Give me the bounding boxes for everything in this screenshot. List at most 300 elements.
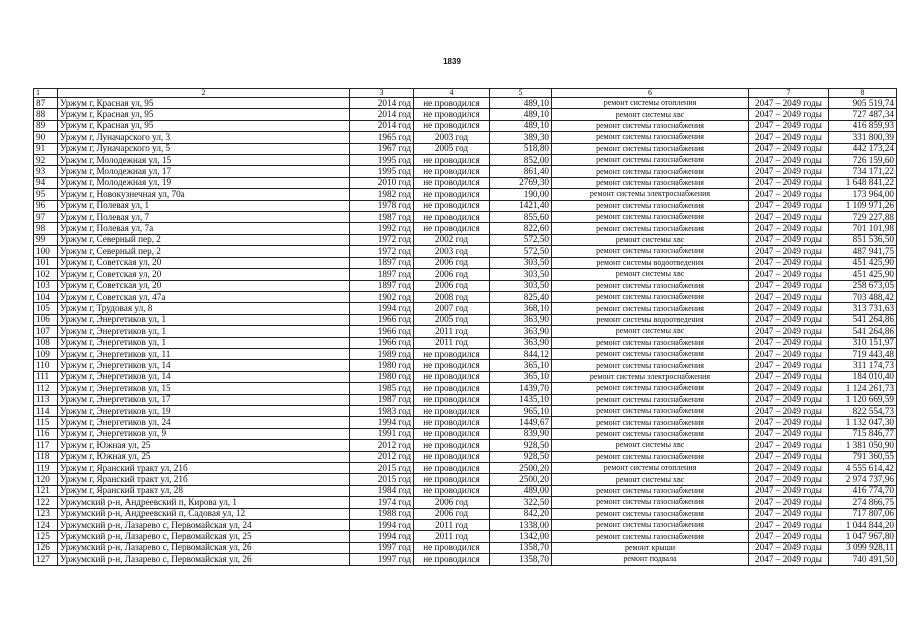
- table-row: [34, 257, 897, 268]
- row-number-cell: 122: [34, 497, 58, 508]
- address-cell: Уржум г, Яранский тракт ул, 21б: [58, 463, 350, 474]
- row-number-cell: 116: [34, 428, 58, 439]
- row-number-cell: 94: [34, 177, 58, 188]
- address-cell: Уржум г, Энергетиков ул, 24: [58, 417, 350, 428]
- area-cell: 322,50: [490, 497, 552, 508]
- address-cell: Уржум г, Советская ул, 47а: [58, 291, 350, 302]
- repair-cost-cell: 905 519,74: [829, 98, 897, 109]
- repair-period-cell: 2047 – 2049 годы: [749, 520, 829, 531]
- row-number-cell: 126: [34, 542, 58, 553]
- area-cell: 303,50: [490, 257, 552, 268]
- row-number-cell: 115: [34, 417, 58, 428]
- build-year-cell: 1966 год: [350, 314, 414, 325]
- last-repair-year-cell: 2002 год: [414, 234, 490, 245]
- repair-cost-cell: 184 010,40: [829, 371, 897, 382]
- row-number-cell: 112: [34, 383, 58, 394]
- last-repair-year-cell: не проводился: [414, 166, 490, 177]
- address-cell: Уржум г, Молодежная ул, 15: [58, 155, 350, 166]
- address-cell: Уржум г, Северный пер, 2: [58, 246, 350, 257]
- area-cell: 365,10: [490, 360, 552, 371]
- build-year-cell: 1983 год: [350, 405, 414, 416]
- address-cell: Уржум г, Полевая ул, 7: [58, 212, 350, 223]
- area-cell: 852,00: [490, 155, 552, 166]
- area-cell: 855,60: [490, 212, 552, 223]
- area-cell: 2769,30: [490, 177, 552, 188]
- repair-cost-cell: 1 109 971,26: [829, 200, 897, 211]
- repair-type-cell: ремонт системы хвс: [552, 440, 749, 451]
- repair-cost-cell: 4 555 614,42: [829, 463, 897, 474]
- address-cell: Уржумский р-н, Андреевский п, Кирова ул, 1: [58, 497, 350, 508]
- repair-type-cell: ремонт системы газоснабжения: [552, 246, 749, 257]
- area-cell: 822,60: [490, 223, 552, 234]
- last-repair-year-cell: 2003 год: [414, 246, 490, 257]
- area-cell: 389,30: [490, 132, 552, 143]
- last-repair-year-cell: 2011 год: [414, 326, 490, 337]
- repair-type-cell: ремонт системы газоснабжения: [552, 394, 749, 405]
- last-repair-year-cell: не проводился: [414, 348, 490, 359]
- table-row: [34, 143, 897, 154]
- repair-cost-cell: 451 425,90: [829, 257, 897, 268]
- row-number-cell: 105: [34, 303, 58, 314]
- repair-type-cell: ремонт системы водоотведения: [552, 257, 749, 268]
- row-number-cell: 111: [34, 371, 58, 382]
- last-repair-year-cell: не проводился: [414, 463, 490, 474]
- row-number-cell: 92: [34, 155, 58, 166]
- build-year-cell: 2014 год: [350, 98, 414, 109]
- build-year-cell: 2014 год: [350, 120, 414, 131]
- repair-period-cell: 2047 – 2049 годы: [749, 257, 829, 268]
- column-header: 3: [350, 89, 414, 98]
- last-repair-year-cell: 2007 год: [414, 303, 490, 314]
- address-cell: Уржум г, Луначарского ул, 3: [58, 132, 350, 143]
- row-number-cell: 124: [34, 520, 58, 531]
- last-repair-year-cell: не проводился: [414, 212, 490, 223]
- table-row: [34, 109, 897, 120]
- area-cell: 368,10: [490, 303, 552, 314]
- repair-type-cell: ремонт системы газоснабжения: [552, 132, 749, 143]
- repair-period-cell: 2047 – 2049 годы: [749, 166, 829, 177]
- last-repair-year-cell: 2006 год: [414, 269, 490, 280]
- column-header: 6: [552, 89, 749, 98]
- repair-period-cell: 2047 – 2049 годы: [749, 314, 829, 325]
- last-repair-year-cell: 2006 год: [414, 257, 490, 268]
- row-number-cell: 109: [34, 348, 58, 359]
- address-cell: Уржум г, Луначарского ул, 5: [58, 143, 350, 154]
- repair-cost-cell: 487 941,75: [829, 246, 897, 257]
- address-cell: Уржумский р-н, Андреевский п, Садовая ул, 12: [58, 508, 350, 519]
- repair-type-cell: ремонт системы хвс: [552, 269, 749, 280]
- row-number-cell: 117: [34, 440, 58, 451]
- row-number-cell: 108: [34, 337, 58, 348]
- repair-period-cell: 2047 – 2049 годы: [749, 177, 829, 188]
- repair-type-cell: ремонт системы газоснабжения: [552, 155, 749, 166]
- last-repair-year-cell: не проводился: [414, 371, 490, 382]
- area-cell: 1435,10: [490, 394, 552, 405]
- build-year-cell: 2010 год: [350, 177, 414, 188]
- table-row: [34, 428, 897, 439]
- row-number-cell: 119: [34, 463, 58, 474]
- repair-cost-cell: 791 360,55: [829, 451, 897, 462]
- repair-type-cell: ремонт системы хвс: [552, 109, 749, 120]
- last-repair-year-cell: не проводился: [414, 155, 490, 166]
- page-number: 1839: [443, 57, 461, 66]
- build-year-cell: 1972 год: [350, 246, 414, 257]
- build-year-cell: 1989 год: [350, 348, 414, 359]
- address-cell: Уржум г, Энергетиков ул, 1: [58, 326, 350, 337]
- last-repair-year-cell: 2011 год: [414, 520, 490, 531]
- area-cell: 2500,20: [490, 463, 552, 474]
- table-row: [34, 269, 897, 280]
- build-year-cell: 1997 год: [350, 554, 414, 565]
- area-cell: 363,90: [490, 314, 552, 325]
- area-cell: 1439,70: [490, 383, 552, 394]
- repair-type-cell: ремонт системы хвс: [552, 234, 749, 245]
- repair-cost-cell: 541 264,86: [829, 314, 897, 325]
- row-number-cell: 123: [34, 508, 58, 519]
- table-row: [34, 246, 897, 257]
- repair-period-cell: 2047 – 2049 годы: [749, 348, 829, 359]
- repair-period-cell: 2047 – 2049 годы: [749, 531, 829, 542]
- address-cell: Уржум г, Красная ул, 95: [58, 120, 350, 131]
- last-repair-year-cell: 2005 год: [414, 143, 490, 154]
- address-cell: Уржум г, Энергетиков ул, 1: [58, 314, 350, 325]
- repair-cost-cell: 442 173,24: [829, 143, 897, 154]
- repair-type-cell: ремонт системы отопления: [552, 98, 749, 109]
- column-header: 4: [414, 89, 490, 98]
- repair-cost-cell: 822 554,73: [829, 405, 897, 416]
- row-number-cell: 125: [34, 531, 58, 542]
- address-cell: Уржумский р-н, Лазарево с, Первомайская ул, 26: [58, 554, 350, 565]
- table-row: [34, 463, 897, 474]
- address-cell: Уржум г, Энергетиков ул, 9: [58, 428, 350, 439]
- repair-type-cell: ремонт системы газоснабжения: [552, 428, 749, 439]
- repair-period-cell: 2047 – 2049 годы: [749, 200, 829, 211]
- address-cell: Уржумский р-н, Лазарево с, Первомайская ул, 26: [58, 542, 350, 553]
- last-repair-year-cell: не проводился: [414, 417, 490, 428]
- area-cell: 2500,20: [490, 474, 552, 485]
- area-cell: 965,10: [490, 405, 552, 416]
- area-cell: 489,10: [490, 98, 552, 109]
- last-repair-year-cell: 2003 год: [414, 132, 490, 143]
- area-cell: 489,00: [490, 485, 552, 496]
- repair-period-cell: 2047 – 2049 годы: [749, 485, 829, 496]
- table-row: [34, 417, 897, 428]
- repair-type-cell: ремонт системы газоснабжения: [552, 280, 749, 291]
- address-cell: Уржум г, Полевая ул, 7а: [58, 223, 350, 234]
- area-cell: 928,50: [490, 451, 552, 462]
- table-row: [34, 554, 897, 565]
- last-repair-year-cell: 2011 год: [414, 531, 490, 542]
- last-repair-year-cell: 2005 год: [414, 314, 490, 325]
- repair-cost-cell: 3 099 928,11: [829, 542, 897, 553]
- repair-type-cell: ремонт системы газоснабжения: [552, 405, 749, 416]
- row-number-cell: 97: [34, 212, 58, 223]
- repair-period-cell: 2047 – 2049 годы: [749, 223, 829, 234]
- repair-type-cell: ремонт системы газоснабжения: [552, 291, 749, 302]
- repair-period-cell: 2047 – 2049 годы: [749, 246, 829, 257]
- repair-type-cell: ремонт системы газоснабжения: [552, 337, 749, 348]
- repair-period-cell: 2047 – 2049 годы: [749, 474, 829, 485]
- build-year-cell: 1997 год: [350, 542, 414, 553]
- last-repair-year-cell: 2006 год: [414, 280, 490, 291]
- last-repair-year-cell: не проводился: [414, 394, 490, 405]
- repair-cost-cell: 719 443,48: [829, 348, 897, 359]
- repair-period-cell: 2047 – 2049 годы: [749, 155, 829, 166]
- repair-type-cell: ремонт системы газоснабжения: [552, 200, 749, 211]
- repair-cost-cell: 727 487,34: [829, 109, 897, 120]
- row-number-cell: 90: [34, 132, 58, 143]
- table-row: [34, 120, 897, 131]
- row-number-cell: 93: [34, 166, 58, 177]
- area-cell: 861,40: [490, 166, 552, 177]
- repair-type-cell: ремонт системы газоснабжения: [552, 348, 749, 359]
- repair-period-cell: 2047 – 2049 годы: [749, 508, 829, 519]
- address-cell: Уржум г, Яранский тракт ул, 21б: [58, 474, 350, 485]
- repair-cost-cell: 173 964,00: [829, 189, 897, 200]
- last-repair-year-cell: не проводился: [414, 451, 490, 462]
- repair-period-cell: 2047 – 2049 годы: [749, 542, 829, 553]
- area-cell: 190,00: [490, 189, 552, 200]
- build-year-cell: 1897 год: [350, 280, 414, 291]
- repair-type-cell: ремонт системы хвс: [552, 474, 749, 485]
- table-row: [34, 531, 897, 542]
- last-repair-year-cell: не проводился: [414, 405, 490, 416]
- address-cell: Уржум г, Энергетиков ул, 19: [58, 405, 350, 416]
- repair-period-cell: 2047 – 2049 годы: [749, 212, 829, 223]
- column-header: 7: [749, 89, 829, 98]
- repair-type-cell: ремонт системы электроснабжения: [552, 189, 749, 200]
- area-cell: 1358,70: [490, 554, 552, 565]
- repair-cost-cell: 310 151,97: [829, 337, 897, 348]
- area-cell: 572,50: [490, 246, 552, 257]
- last-repair-year-cell: не проводился: [414, 554, 490, 565]
- repair-period-cell: 2047 – 2049 годы: [749, 360, 829, 371]
- row-number-cell: 99: [34, 234, 58, 245]
- repair-cost-cell: 1 381 050,90: [829, 440, 897, 451]
- address-cell: Уржум г, Советская ул, 20: [58, 269, 350, 280]
- table-row: [34, 371, 897, 382]
- repair-type-cell: ремонт системы газоснабжения: [552, 303, 749, 314]
- area-cell: 303,50: [490, 280, 552, 291]
- address-cell: Уржумский р-н, Лазарево с, Первомайская ул, 25: [58, 531, 350, 542]
- repair-type-cell: ремонт системы отопления: [552, 463, 749, 474]
- build-year-cell: 2015 год: [350, 474, 414, 485]
- repair-period-cell: 2047 – 2049 годы: [749, 371, 829, 382]
- table-row: [34, 542, 897, 553]
- build-year-cell: 1966 год: [350, 326, 414, 337]
- build-year-cell: 1994 год: [350, 303, 414, 314]
- repair-cost-cell: 1 047 967,80: [829, 531, 897, 542]
- build-year-cell: 1974 год: [350, 497, 414, 508]
- build-year-cell: 1992 год: [350, 223, 414, 234]
- capital-repair-table: [33, 88, 897, 566]
- address-cell: Уржум г, Молодежная ул, 17: [58, 166, 350, 177]
- repair-period-cell: 2047 – 2049 годы: [749, 269, 829, 280]
- address-cell: Уржум г, Южная ул, 25: [58, 440, 350, 451]
- repair-cost-cell: 1 648 841,22: [829, 177, 897, 188]
- repair-period-cell: 2047 – 2049 годы: [749, 554, 829, 565]
- table-row: [34, 280, 897, 291]
- build-year-cell: 1995 год: [350, 166, 414, 177]
- table-row: [34, 497, 897, 508]
- table-body: [34, 98, 897, 566]
- area-cell: 363,90: [490, 326, 552, 337]
- build-year-cell: 1965 год: [350, 132, 414, 143]
- table-row: [34, 132, 897, 143]
- repair-period-cell: 2047 – 2049 годы: [749, 143, 829, 154]
- repair-cost-cell: 416 859,93: [829, 120, 897, 131]
- table-row: [34, 177, 897, 188]
- repair-type-cell: ремонт системы газоснабжения: [552, 531, 749, 542]
- address-cell: Уржум г, Энергетиков ул, 17: [58, 394, 350, 405]
- repair-cost-cell: 331 800,39: [829, 132, 897, 143]
- address-cell: Уржум г, Энергетиков ул, 1: [58, 337, 350, 348]
- repair-type-cell: ремонт системы газоснабжения: [552, 417, 749, 428]
- repair-cost-cell: 701 101,98: [829, 223, 897, 234]
- build-year-cell: 2015 год: [350, 463, 414, 474]
- repair-cost-cell: 1 120 669,59: [829, 394, 897, 405]
- table-row: [34, 520, 897, 531]
- build-year-cell: 1995 год: [350, 155, 414, 166]
- table-row: [34, 508, 897, 519]
- area-cell: 489,10: [490, 120, 552, 131]
- address-cell: Уржум г, Красная ул, 95: [58, 98, 350, 109]
- address-cell: Уржум г, Красная ул, 95: [58, 109, 350, 120]
- row-number-cell: 120: [34, 474, 58, 485]
- repair-period-cell: 2047 – 2049 годы: [749, 280, 829, 291]
- table-row: [34, 291, 897, 302]
- build-year-cell: 1980 год: [350, 371, 414, 382]
- repair-period-cell: 2047 – 2049 годы: [749, 132, 829, 143]
- build-year-cell: 1984 год: [350, 485, 414, 496]
- table-row: [34, 383, 897, 394]
- table-row: [34, 155, 897, 166]
- area-cell: 1358,70: [490, 542, 552, 553]
- area-cell: 825,40: [490, 291, 552, 302]
- table-row: [34, 200, 897, 211]
- build-year-cell: 1967 год: [350, 143, 414, 154]
- repair-cost-cell: 1 132 047,30: [829, 417, 897, 428]
- build-year-cell: 1994 год: [350, 531, 414, 542]
- column-header: 8: [829, 89, 897, 98]
- last-repair-year-cell: не проводился: [414, 189, 490, 200]
- build-year-cell: 1988 год: [350, 508, 414, 519]
- row-number-cell: 102: [34, 269, 58, 280]
- table-row: [34, 440, 897, 451]
- address-cell: Уржум г, Энергетиков ул, 11: [58, 348, 350, 359]
- build-year-cell: 1897 год: [350, 257, 414, 268]
- repair-period-cell: 2047 – 2049 годы: [749, 383, 829, 394]
- area-cell: 1421,40: [490, 200, 552, 211]
- row-number-cell: 104: [34, 291, 58, 302]
- repair-cost-cell: 717 807,06: [829, 508, 897, 519]
- repair-period-cell: 2047 – 2049 годы: [749, 234, 829, 245]
- repair-type-cell: ремонт системы газоснабжения: [552, 166, 749, 177]
- repair-cost-cell: 703 488,42: [829, 291, 897, 302]
- repair-type-cell: ремонт системы газоснабжения: [552, 212, 749, 223]
- repair-type-cell: ремонт системы газоснабжения: [552, 485, 749, 496]
- repair-cost-cell: 715 846,77: [829, 428, 897, 439]
- row-number-cell: 121: [34, 485, 58, 496]
- address-cell: Уржум г, Советская ул, 20: [58, 257, 350, 268]
- repair-type-cell: ремонт системы хвс: [552, 326, 749, 337]
- repair-period-cell: 2047 – 2049 годы: [749, 405, 829, 416]
- last-repair-year-cell: не проводился: [414, 474, 490, 485]
- area-cell: 1338,00: [490, 520, 552, 531]
- repair-period-cell: 2047 – 2049 годы: [749, 497, 829, 508]
- repair-type-cell: ремонт системы газоснабжения: [552, 143, 749, 154]
- build-year-cell: 1966 год: [350, 337, 414, 348]
- repair-cost-cell: 726 159,60: [829, 155, 897, 166]
- area-cell: 844,12: [490, 348, 552, 359]
- row-number-cell: 96: [34, 200, 58, 211]
- table-row: [34, 451, 897, 462]
- repair-cost-cell: 729 227,88: [829, 212, 897, 223]
- repair-type-cell: ремонт системы газоснабжения: [552, 508, 749, 519]
- build-year-cell: 1980 год: [350, 360, 414, 371]
- build-year-cell: 1972 год: [350, 234, 414, 245]
- column-number-row: [34, 89, 897, 98]
- area-cell: 1449,67: [490, 417, 552, 428]
- area-cell: 839,90: [490, 428, 552, 439]
- table-row: [34, 234, 897, 245]
- table-row: [34, 474, 897, 485]
- row-number-cell: 95: [34, 189, 58, 200]
- build-year-cell: 1985 год: [350, 383, 414, 394]
- area-cell: 303,50: [490, 269, 552, 280]
- address-cell: Уржум г, Северный пер, 2: [58, 234, 350, 245]
- last-repair-year-cell: не проводился: [414, 120, 490, 131]
- table-row: [34, 348, 897, 359]
- build-year-cell: 1987 год: [350, 394, 414, 405]
- repair-cost-cell: 274 866,75: [829, 497, 897, 508]
- repair-cost-cell: 451 425,90: [829, 269, 897, 280]
- row-number-cell: 103: [34, 280, 58, 291]
- table-row: [34, 337, 897, 348]
- repair-type-cell: ремонт системы газоснабжения: [552, 360, 749, 371]
- table-row: [34, 166, 897, 177]
- repair-cost-cell: 2 974 737,96: [829, 474, 897, 485]
- area-cell: 572,50: [490, 234, 552, 245]
- row-number-cell: 114: [34, 405, 58, 416]
- repair-period-cell: 2047 – 2049 годы: [749, 463, 829, 474]
- repair-period-cell: 2047 – 2049 годы: [749, 189, 829, 200]
- build-year-cell: 1987 год: [350, 212, 414, 223]
- build-year-cell: 2014 год: [350, 109, 414, 120]
- row-number-cell: 89: [34, 120, 58, 131]
- row-number-cell: 113: [34, 394, 58, 405]
- last-repair-year-cell: не проводился: [414, 109, 490, 120]
- build-year-cell: 1982 год: [350, 189, 414, 200]
- table-row: [34, 485, 897, 496]
- last-repair-year-cell: не проводился: [414, 223, 490, 234]
- repair-cost-cell: 311 174,73: [829, 360, 897, 371]
- address-cell: Уржум г, Новокузнечная ул, 70а: [58, 189, 350, 200]
- repair-cost-cell: 734 171,22: [829, 166, 897, 177]
- last-repair-year-cell: 2006 год: [414, 508, 490, 519]
- repair-type-cell: ремонт системы газоснабжения: [552, 520, 749, 531]
- row-number-cell: 88: [34, 109, 58, 120]
- address-cell: Уржум г, Молодежная ул, 19: [58, 177, 350, 188]
- repair-period-cell: 2047 – 2049 годы: [749, 98, 829, 109]
- row-number-cell: 87: [34, 98, 58, 109]
- row-number-cell: 118: [34, 451, 58, 462]
- row-number-cell: 91: [34, 143, 58, 154]
- repair-cost-cell: 313 731,63: [829, 303, 897, 314]
- table-row: [34, 212, 897, 223]
- area-cell: 363,90: [490, 337, 552, 348]
- last-repair-year-cell: не проводился: [414, 200, 490, 211]
